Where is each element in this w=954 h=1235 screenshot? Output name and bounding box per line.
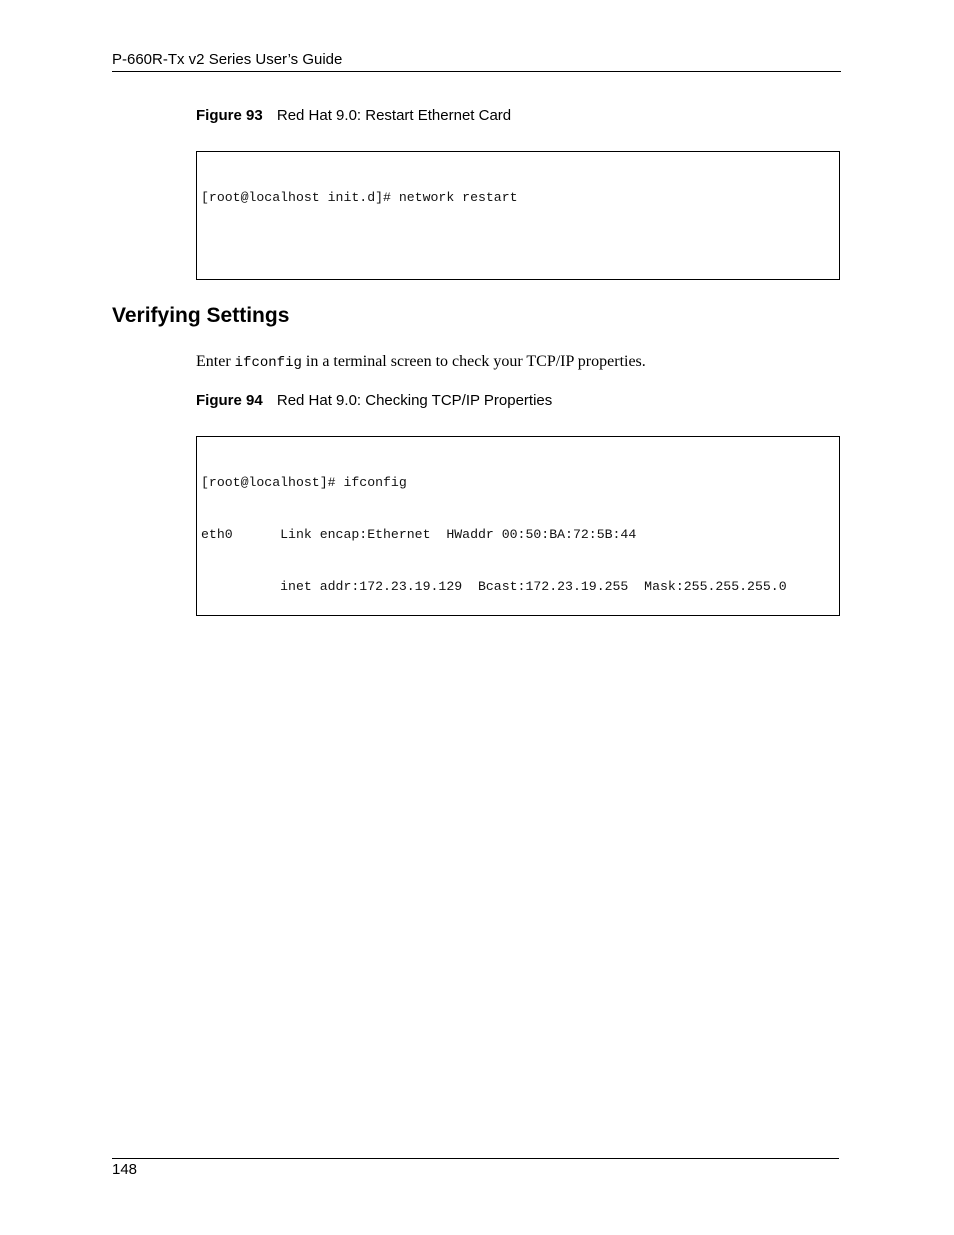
paragraph-text-end: in a terminal screen to check your TCP/IP properties. [301, 353, 646, 370]
terminal-line [201, 241, 839, 258]
figure-94-terminal-output [196, 436, 840, 616]
figure-94-title: Red Hat 9.0: Checking TCP/IP Properties [276, 392, 553, 409]
header-divider [112, 71, 841, 72]
terminal-line: [root@localhost init.d]# network restart [201, 190, 518, 206]
figure-93-title: Red Hat 9.0: Restart Ethernet Card [276, 107, 512, 124]
figure-93-label: Figure 93 [196, 107, 263, 124]
figure-93-caption [196, 107, 511, 125]
page-number: 148 [112, 1161, 138, 1178]
figure-94-caption [196, 392, 552, 410]
footer-divider [112, 1158, 839, 1159]
figure-94-label: Figure 94 [196, 392, 263, 409]
figure-93-terminal-output [196, 151, 840, 280]
terminal-line: eth0 Link encap:Ethernet HWaddr 00:50:BA:72:5B:44 [201, 527, 637, 542]
running-header-title: P-660R-Tx v2 Series User’s Guide [112, 51, 343, 68]
section-heading: Verifying Settings [112, 304, 290, 327]
terminal-line: inet addr:172.23.19.129 Bcast:172.23.19.255 Mask:255.255.255.0 [201, 578, 787, 594]
paragraph-text-start: Enter [196, 353, 235, 370]
body-paragraph [196, 352, 646, 373]
terminal-line: [root@localhost]# ifconfig [201, 475, 407, 491]
inline-code-command: ifconfig [234, 355, 302, 371]
